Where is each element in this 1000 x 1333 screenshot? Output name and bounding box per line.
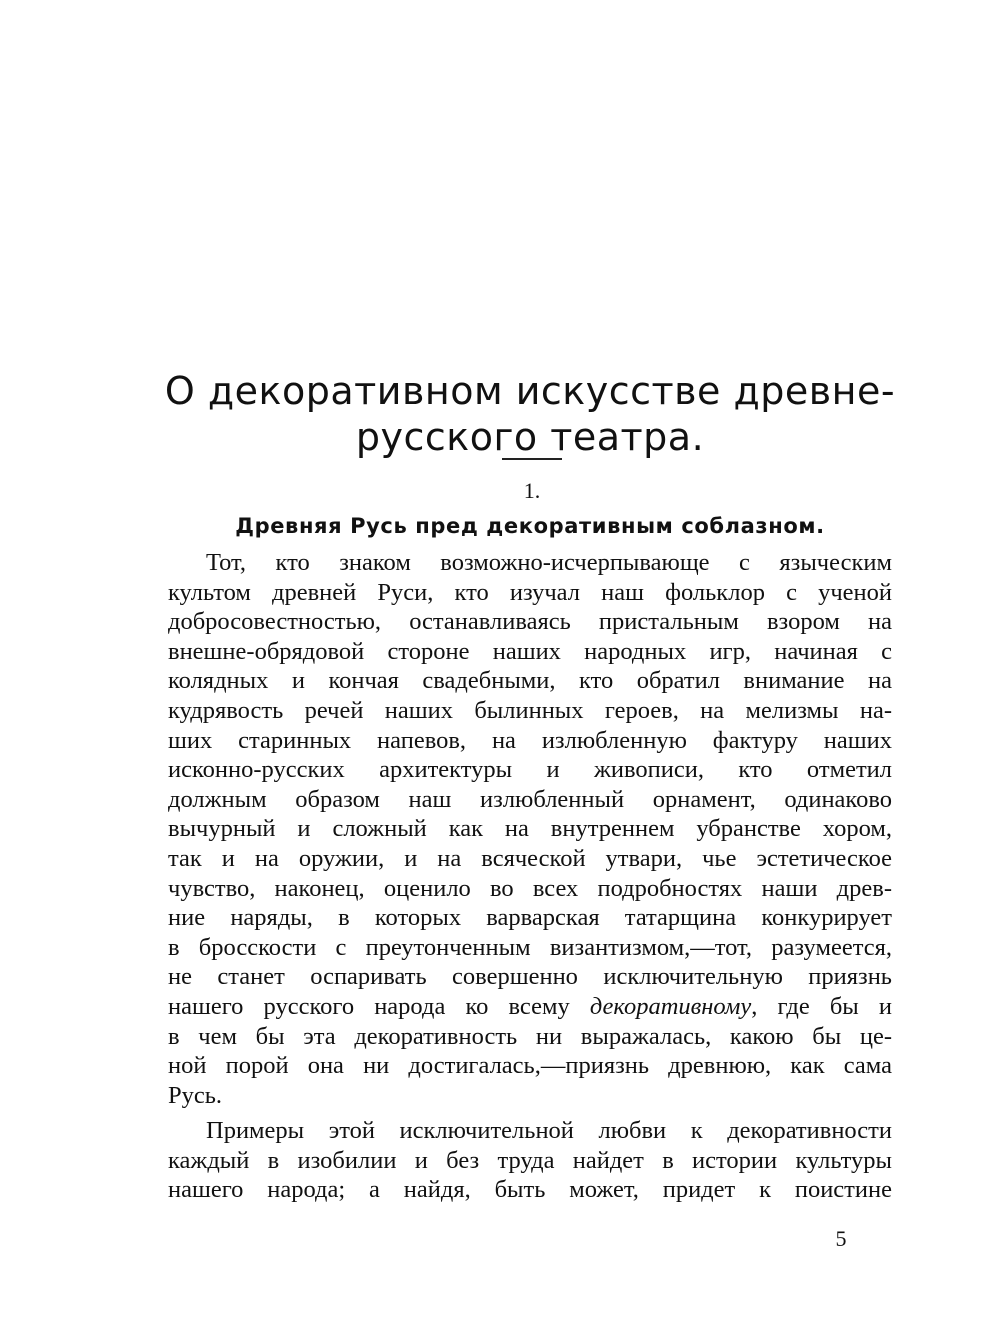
text-line: колядных и кончая свадебными, кто обратил внимание на: [168, 667, 892, 695]
text-line: в бросскости с преутонченным византизмом,—тот, разумеется,: [168, 933, 892, 961]
text-line: добросовестностью, останавливаясь пристальным взором на: [168, 608, 892, 636]
text-line: чувство, наконец, оценило во всех подробностях наши древ-: [168, 874, 892, 902]
text-line: в чем бы эта декоративность ни выражалась, какою бы це-: [168, 1022, 892, 1050]
paragraph-1: [168, 548, 892, 1110]
text-line: не станет оспаривать совершенно исключительную приязнь: [168, 963, 892, 991]
emphasized-word: декоративному: [589, 992, 752, 1020]
text-segment: , где бы и: [751, 992, 892, 1020]
title-line-1: О декоративном искусстве древне-: [164, 369, 896, 413]
section-number: 1.: [523, 478, 541, 503]
text-line: кудрявость речей наших былинных героев, на мелизмы на-: [168, 696, 892, 724]
text-line: внешне-обрядовой стороне наших народных игр, начиная с: [168, 637, 892, 665]
text-line: вычурный и сложный как на внутреннем убранстве хором,: [168, 815, 892, 843]
page-number: 5: [835, 1226, 847, 1251]
title-line-2: русского театра.: [355, 415, 705, 459]
text-line: нашего народа; а найдя, быть может, придет к поистине: [168, 1176, 892, 1204]
text-line: ние наряды, в которых варварская татарщина конкурирует: [168, 904, 892, 932]
text-line: должным образом наш излюбленный орнамент, одинаково: [168, 785, 892, 813]
body-text: [168, 548, 892, 1205]
text-line: исконно-русских архитектуры и живописи, кто отметил: [168, 756, 892, 784]
page-title: [150, 368, 910, 460]
text-line: Тот, кто знаком возможно-исчерпывающе с языческим: [206, 549, 892, 576]
text-line: ной порой она ни достигалась,—приязнь древнюю, как сама: [168, 1052, 892, 1080]
paragraph-2: [168, 1116, 892, 1205]
text-line: культом древней Руси, кто изучал наш фольклор с ученой: [168, 578, 892, 606]
text-line: Примеры этой исключительной любви к декоративности: [206, 1117, 892, 1145]
text-line-with-emphasis: [168, 992, 892, 1022]
text-line: каждый в изобилии и без труда найдет в истории культуры: [168, 1146, 892, 1174]
text-segment: нашего русского народа ко всему: [168, 992, 590, 1020]
text-line: так и на оружии, и на всяческой утвари, чье эстетическое: [168, 844, 892, 872]
title-divider: [502, 458, 562, 460]
section-heading: Древняя Русь пред декоративным соблазном.: [235, 514, 825, 538]
text-line: ших старинных напевов, на излюбленную фактуру наших: [168, 726, 892, 754]
text-line: Русь.: [168, 1081, 223, 1109]
